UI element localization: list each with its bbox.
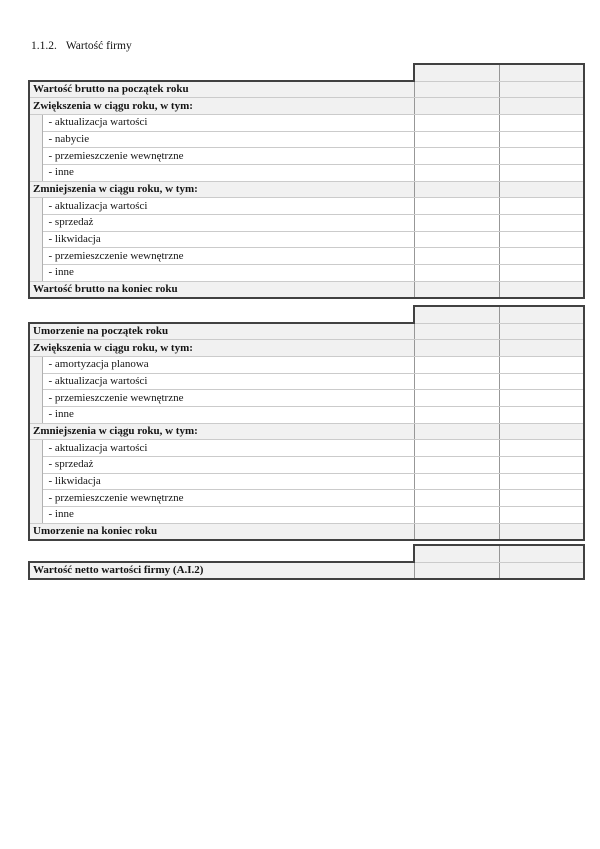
table-gross-value (28, 63, 585, 299)
value-cell (414, 440, 499, 457)
value-cell (499, 181, 584, 198)
value-cell (499, 490, 584, 507)
row-label: - przemieszczenie wewnętrzne (42, 490, 414, 507)
header-spacer (29, 64, 414, 81)
value-cell (499, 356, 584, 373)
section-row (29, 181, 584, 198)
row-label: - aktualizacja wartości (42, 198, 414, 215)
value-cell (499, 148, 584, 165)
section-title: Wartość firmy (65, 40, 132, 52)
table-amortization (28, 305, 585, 541)
row-label: - aktualizacja wartości (42, 373, 414, 390)
value-cell (414, 281, 499, 298)
value-cell (499, 323, 584, 340)
row-label: - aktualizacja wartości (42, 440, 414, 457)
row-label: - inne (42, 406, 414, 423)
row-label: Wartość brutto na koniec roku (29, 281, 414, 298)
section-row (29, 323, 584, 340)
value-cell (499, 81, 584, 98)
row-label: Zwiększenia w ciągu roku, w tym: (29, 340, 414, 357)
period-column-header (499, 545, 584, 562)
row-label: - inne (42, 164, 414, 181)
value-cell (499, 406, 584, 423)
sub-row (29, 198, 584, 215)
sub-row (29, 131, 584, 148)
value-cell (499, 473, 584, 490)
indent-cell (29, 440, 42, 523)
sub-row (29, 231, 584, 248)
value-cell (414, 114, 499, 131)
table-header-row (29, 545, 584, 562)
section-row (29, 340, 584, 357)
section-heading (31, 40, 132, 52)
value-cell (499, 562, 584, 579)
value-cell (499, 98, 584, 115)
value-cell (499, 523, 584, 540)
sub-row (29, 248, 584, 265)
header-spacer (29, 306, 414, 323)
row-label: - przemieszczenie wewnętrzne (42, 390, 414, 407)
indent-cell (29, 356, 42, 423)
value-cell (499, 114, 584, 131)
value-cell (499, 423, 584, 440)
value-cell (499, 131, 584, 148)
section-number: 1.1.2. (31, 40, 57, 52)
value-cell (414, 390, 499, 407)
value-cell (414, 490, 499, 507)
value-cell (499, 507, 584, 524)
value-cell (414, 562, 499, 579)
section-row (29, 281, 584, 298)
sub-row (29, 164, 584, 181)
row-label: - aktualizacja wartości (42, 114, 414, 131)
value-cell (414, 457, 499, 474)
row-label: Wartość brutto na początek roku (29, 81, 414, 98)
value-cell (499, 248, 584, 265)
value-cell (414, 231, 499, 248)
sub-row (29, 114, 584, 131)
sub-row (29, 373, 584, 390)
indent-cell (29, 114, 42, 181)
sub-row (29, 148, 584, 165)
row-label: - nabycie (42, 131, 414, 148)
row-label: - sprzedaż (42, 215, 414, 232)
table-header-row (29, 64, 584, 81)
row-label: Zwiększenia w ciągu roku, w tym: (29, 98, 414, 115)
value-cell (414, 98, 499, 115)
value-cell (499, 440, 584, 457)
sub-row (29, 473, 584, 490)
sub-row (29, 356, 584, 373)
section-row (29, 423, 584, 440)
row-label: Zmniejszenia w ciągu roku, w tym: (29, 181, 414, 198)
row-label: - sprzedaż (42, 457, 414, 474)
row-label: Zmniejszenia w ciągu roku, w tym: (29, 423, 414, 440)
period-column-header (499, 306, 584, 323)
value-cell (414, 81, 499, 98)
sub-row (29, 215, 584, 232)
value-cell (499, 340, 584, 357)
value-cell (414, 323, 499, 340)
section-row (29, 98, 584, 115)
row-label: - amortyzacja planowa (42, 356, 414, 373)
row-label: - likwidacja (42, 231, 414, 248)
value-cell (414, 373, 499, 390)
value-cell (414, 215, 499, 232)
value-cell (499, 215, 584, 232)
value-cell (414, 340, 499, 357)
period-column-header (499, 64, 584, 81)
section-row (29, 81, 584, 98)
value-cell (414, 164, 499, 181)
period-column-header (414, 545, 499, 562)
value-cell (414, 148, 499, 165)
value-cell (499, 390, 584, 407)
table-header-row (29, 306, 584, 323)
row-label: - inne (42, 265, 414, 282)
value-cell (499, 457, 584, 474)
sub-row (29, 490, 584, 507)
value-cell (499, 198, 584, 215)
value-cell (414, 131, 499, 148)
period-column-header (414, 64, 499, 81)
row-label: Umorzenie na koniec roku (29, 523, 414, 540)
sub-row (29, 457, 584, 474)
row-label: - inne (42, 507, 414, 524)
period-column-header (414, 306, 499, 323)
row-label: Wartość netto wartości firmy (A.I.2) (29, 562, 414, 579)
header-spacer (29, 545, 414, 562)
value-cell (499, 231, 584, 248)
section-row (29, 523, 584, 540)
value-cell (414, 406, 499, 423)
sub-row (29, 265, 584, 282)
sub-row (29, 390, 584, 407)
row-label: - likwidacja (42, 473, 414, 490)
value-cell (414, 265, 499, 282)
value-cell (499, 373, 584, 390)
row-label: Umorzenie na początek roku (29, 323, 414, 340)
value-cell (414, 181, 499, 198)
table-net-value (28, 544, 585, 580)
sub-row (29, 440, 584, 457)
value-cell (414, 248, 499, 265)
indent-cell (29, 198, 42, 281)
value-cell (414, 523, 499, 540)
value-cell (499, 164, 584, 181)
value-cell (414, 423, 499, 440)
row-label: - przemieszczenie wewnętrzne (42, 148, 414, 165)
value-cell (414, 473, 499, 490)
value-cell (414, 507, 499, 524)
sub-row (29, 507, 584, 524)
sub-row (29, 406, 584, 423)
value-cell (414, 356, 499, 373)
section-row (29, 562, 584, 579)
value-cell (414, 198, 499, 215)
row-label: - przemieszczenie wewnętrzne (42, 248, 414, 265)
value-cell (499, 265, 584, 282)
value-cell (499, 281, 584, 298)
